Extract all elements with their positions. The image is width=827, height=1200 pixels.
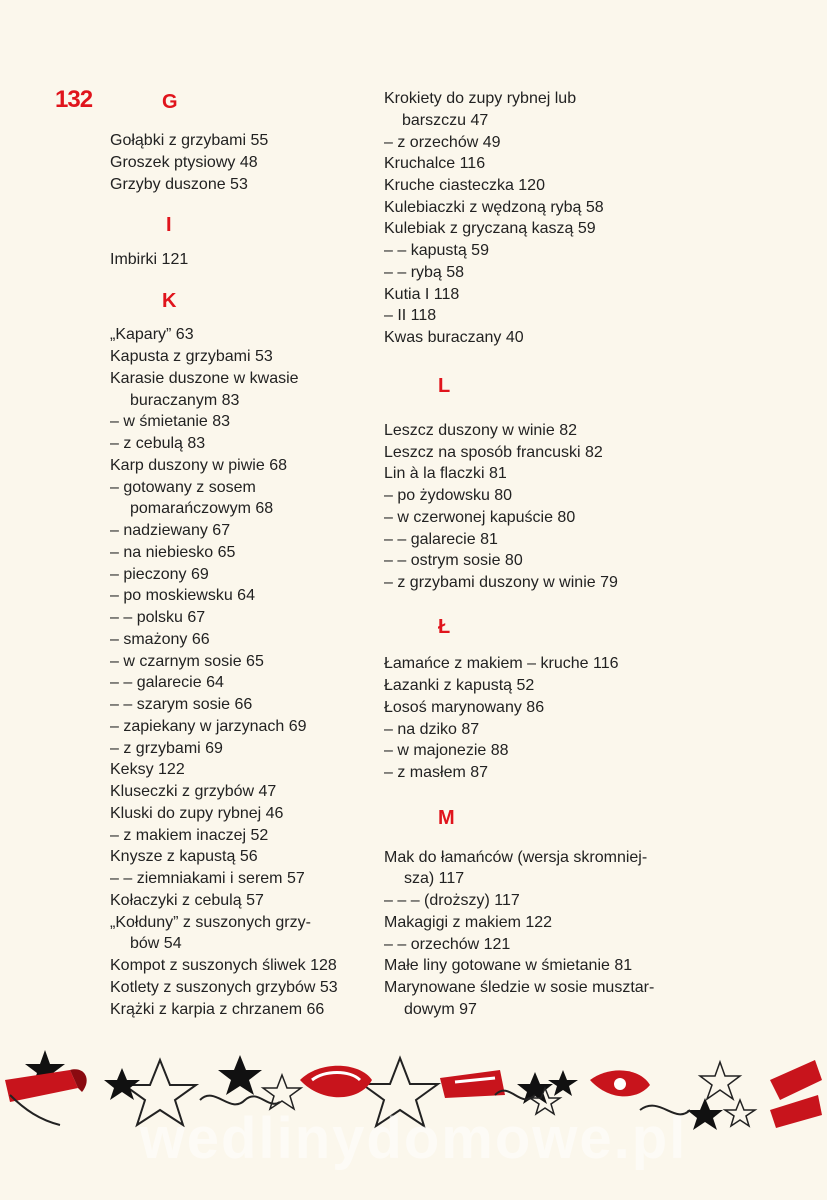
index-entry: Kołaczyki z cebulą 57 [110,892,264,909]
index-entry: – nadziewany 67 [110,522,231,539]
index-entry: Imbirki 121 [110,251,189,268]
index-entry: – gotowany z sosem [110,479,256,496]
index-entry: dowym 97 [404,1001,477,1018]
index-entry: – z cebulą 83 [110,435,206,452]
section-letter-l: L [438,375,451,397]
index-entry: – w czarnym sosie 65 [110,653,264,670]
index-entry: – z grzybami 69 [110,740,223,757]
index-entry: – – polsku 67 [110,609,206,626]
index-entry: Kruchalce 116 [384,155,486,172]
index-entry: – w czerwonej kapuście 80 [384,509,576,526]
index-entry: – po żydowsku 80 [384,487,513,504]
section-letter-k: K [162,290,177,312]
index-entry: – – galarecie 81 [384,531,498,548]
section-letter-i: I [166,214,172,236]
index-entry: – z masłem 87 [384,764,489,781]
index-entry: Marynowane śledzie w sosie musztar- [384,979,655,996]
index-entry: Groszek ptysiowy 48 [110,154,258,171]
black-star-icon [218,1055,262,1095]
index-entry: – – szarym sosie 66 [110,696,253,713]
black-star-icon [104,1068,140,1100]
index-entry: Leszcz na sposób francuski 82 [384,444,603,461]
index-entry: Lin à la flaczki 81 [384,465,507,482]
index-entry: Małe liny gotowane w śmietanie 81 [384,957,633,974]
index-entry: Kompot z suszonych śliwek 128 [110,957,337,974]
index-entry: Keksy 122 [110,761,185,778]
index-entry: Kulebiaczki z wędzoną rybą 58 [384,199,604,216]
index-entry: Łosoś marynowany 86 [384,699,545,716]
index-entry: – na dziko 87 [384,721,480,738]
index-entry: – po moskiewsku 64 [110,587,255,604]
index-entry: – II 118 [384,307,437,324]
index-entry: – zapiekany w jarzynach 69 [110,718,307,735]
index-entry: Łamańce z makiem – kruche 116 [384,655,619,672]
section-letter-m: M [438,807,455,829]
index-entry: – na niebiesko 65 [110,544,236,561]
index-entry: Łazanki z kapustą 52 [384,677,535,694]
index-entry: Krokiety do zupy rybnej lub [384,90,577,107]
index-entry: – – orzechów 121 [384,936,511,953]
index-entry: „Kołduny” z suszonych grzy- [110,914,311,931]
index-entry: barszczu 47 [402,112,489,129]
index-entry: Gołąbki z grzybami 55 [110,132,269,149]
section-letter-g: G [162,91,178,113]
index-entry: – z makiem inaczej 52 [110,827,269,844]
page-number: 132 [55,86,93,113]
index-entry: Kluseczki z grzybów 47 [110,783,277,800]
index-entry: pomarańczowym 68 [130,500,274,517]
outline-star-icon [700,1062,740,1099]
index-entry: Kapusta z grzybami 53 [110,348,273,365]
index-entry: – – galarecie 64 [110,674,224,691]
black-star-icon [548,1070,578,1096]
index-entry: Knysze z kapustą 56 [110,848,258,865]
index-entry: – w śmietanie 83 [110,413,231,430]
index-entry: – z orzechów 49 [384,134,501,151]
index-entry: Krążki z karpia z chrzanem 66 [110,1001,325,1018]
index-entry: – – – (droższy) 117 [384,892,520,909]
section-letter-l-stroke: Ł [438,616,451,638]
index-entry: sza) 117 [404,870,465,887]
index-entry: Kruche ciasteczka 120 [384,177,545,194]
party-horn-icon [300,1066,372,1098]
index-entry: – – kapustą 59 [384,242,489,259]
party-horn-icon [590,1070,650,1096]
index-entry: – pieczony 69 [110,566,209,583]
index-entry: Leszcz duszony w winie 82 [384,422,577,439]
index-entry: – – ziemniakami i serem 57 [110,870,305,887]
index-entry: – – ostrym sosie 80 [384,552,523,569]
index-entry: bów 54 [130,935,182,952]
index-entry: Kluski do zupy rybnej 46 [110,805,284,822]
index-entry: – z grzybami duszony w winie 79 [384,574,618,591]
index-entry: Kutia I 118 [384,286,460,303]
watermark: wedlinydomowe.pl [139,1106,688,1171]
index-entry: buraczanym 83 [130,392,240,409]
index-entry: Kotlety z suszonych grzybów 53 [110,979,338,996]
index-entry: Karasie duszone w kwasie [110,370,299,387]
index-entry: – – rybą 58 [384,264,465,281]
index-entry: „Kapary” 63 [110,326,194,343]
index-entry: Karp duszony w piwie 68 [110,457,287,474]
index-entry: Mak do łamańców (wersja skromniej- [384,849,648,866]
index-entry: Grzyby duszone 53 [110,176,248,193]
index-entry: Kulebiak z gryczaną kaszą 59 [384,220,596,237]
index-entry: Makagigi z makiem 122 [384,914,553,931]
outline-star-icon [263,1075,301,1109]
index-entry: – w majonezie 88 [384,742,509,759]
index-entry: Kwas buraczany 40 [384,329,524,346]
index-entry: – smażony 66 [110,631,210,648]
